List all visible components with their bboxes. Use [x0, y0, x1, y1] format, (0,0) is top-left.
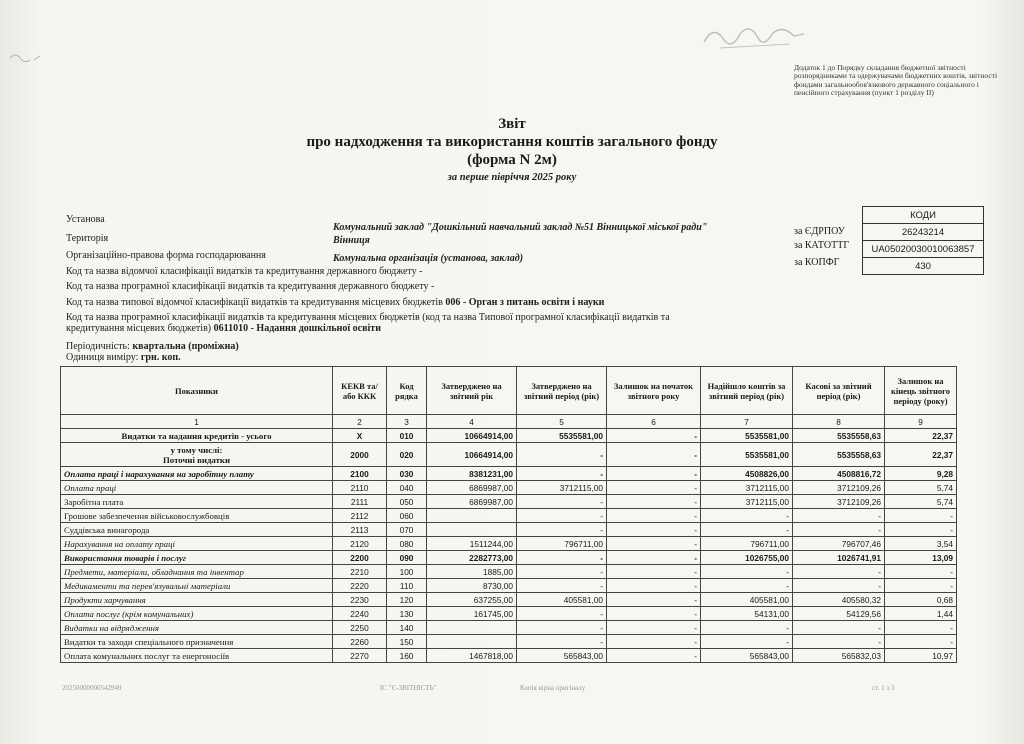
- amount-cell: 10664914,00: [427, 443, 517, 467]
- row-label: Видатки та надання кредитів - усього: [61, 429, 333, 443]
- amount-cell: 0,68: [885, 593, 957, 607]
- row-label: Використання товарів і послуг: [61, 551, 333, 565]
- legal-form-label: Організаційно-правова форма господарювання: [66, 250, 266, 261]
- column-header: Затверджено на звітний рік: [427, 367, 517, 415]
- amount-cell: 5535581,00: [517, 429, 607, 443]
- appendix-note: Додаток 1 до Порядку складання бюджетної звітності розпорядниками та одержувачами бюджетних коштів, звітності фондами загальнообов'язкового державного соціального і пенсійного страхування (пункт 1 розділу II): [794, 63, 998, 98]
- row-code-cell: 010: [387, 429, 427, 443]
- amount-cell: -: [517, 551, 607, 565]
- kekv-cell: 2111: [333, 495, 387, 509]
- amount-cell: -: [701, 621, 793, 635]
- report-period: за перше півріччя 2025 року: [447, 172, 577, 183]
- amount-cell: 8730,00: [427, 579, 517, 593]
- amount-cell: 3712109,26: [793, 495, 885, 509]
- territory-value: Вінниця: [333, 235, 370, 246]
- kekv-cell: 2250: [333, 621, 387, 635]
- amount-cell: -: [607, 621, 701, 635]
- footer-doc-id: 20250000000542949: [62, 684, 122, 692]
- amount-cell: -: [793, 579, 885, 593]
- amount-cell: 405581,00: [517, 593, 607, 607]
- row-label: Видатки на відрядження: [61, 621, 333, 635]
- amount-cell: 3712115,00: [701, 481, 793, 495]
- edrpou-label: за ЄДРПОУ: [794, 226, 845, 237]
- table-row: [61, 565, 957, 579]
- row-code-cell: 160: [387, 649, 427, 663]
- amount-cell: 54129,56: [793, 607, 885, 621]
- row-code-cell: 020: [387, 443, 427, 467]
- amount-cell: -: [793, 509, 885, 523]
- report-subtitle: про надходження та використання коштів загального фонду: [306, 134, 718, 150]
- row-label: Оплата праці: [61, 481, 333, 495]
- table-row: [61, 509, 957, 523]
- table-row: [61, 593, 957, 607]
- table-number-row: [61, 415, 957, 429]
- row-label: Предмети, матеріали, обладнання та інвентар: [61, 565, 333, 579]
- footer-copy-note: Копія вірна оригіналу: [520, 684, 586, 692]
- institution-value: Комунальний заклад "Дошкільний навчальний заклад №51 Вінницької міської ради": [333, 222, 708, 233]
- legal-form-value: Комунальна організація (установа, заклад): [333, 253, 524, 264]
- kekv-cell: X: [333, 429, 387, 443]
- row-code-cell: 070: [387, 523, 427, 537]
- amount-cell: 8381231,00: [427, 467, 517, 481]
- pencil-mark: [8, 48, 48, 68]
- katottg-code: UA05020030010063857: [863, 241, 984, 258]
- row-label: Видатки та заходи спеціального призначення: [61, 635, 333, 649]
- amount-cell: 5535581,00: [701, 443, 793, 467]
- territory-label: Територія: [66, 233, 109, 244]
- column-header: Касові за звітний період (рік): [793, 367, 885, 415]
- kopfg-code: 430: [863, 258, 984, 275]
- column-number: 2: [333, 415, 387, 429]
- row-label: Оплата комунальних послуг та енергоносіїв: [61, 649, 333, 663]
- amount-cell: 1885,00: [427, 565, 517, 579]
- column-header: Затверджено на звітний період (рік): [517, 367, 607, 415]
- amount-cell: -: [885, 523, 957, 537]
- amount-cell: 161745,00: [427, 607, 517, 621]
- amount-cell: -: [607, 443, 701, 467]
- column-number: 5: [517, 415, 607, 429]
- row-code-cell: 050: [387, 495, 427, 509]
- row-label: Заробітна плата: [61, 495, 333, 509]
- kekv-cell: 2112: [333, 509, 387, 523]
- amount-cell: 3712109,26: [793, 481, 885, 495]
- column-header: Залишок на кінець звітного періоду (року): [885, 367, 957, 415]
- katottg-label: за КАТОТТГ: [794, 240, 850, 251]
- typical-classification-prefix: Код та назва типової відомчої класифікації видатків та кредитування місцевих бюджетів: [66, 297, 446, 308]
- amount-cell: -: [793, 621, 885, 635]
- kekv-cell: 2113: [333, 523, 387, 537]
- table-row: [61, 537, 957, 551]
- table-row: [61, 551, 957, 565]
- column-header: Надійшло коштів за звітний період (рік): [701, 367, 793, 415]
- amount-cell: 1,44: [885, 607, 957, 621]
- unit-line: [66, 352, 181, 363]
- amount-cell: -: [607, 467, 701, 481]
- row-label: Медикаменти та перев'язувальні матеріали: [61, 579, 333, 593]
- amount-cell: 405581,00: [701, 593, 793, 607]
- amount-cell: 5535558,63: [793, 443, 885, 467]
- row-code-cell: 090: [387, 551, 427, 565]
- amount-cell: 5,74: [885, 495, 957, 509]
- amount-cell: -: [607, 565, 701, 579]
- amount-cell: 22,37: [885, 443, 957, 467]
- footer-system: ІС "Є-ЗВІТНІСТЬ": [380, 684, 437, 692]
- table-row: [61, 467, 957, 481]
- amount-cell: 22,37: [885, 429, 957, 443]
- report-title: Звіт: [498, 116, 526, 132]
- kekv-cell: 2100: [333, 467, 387, 481]
- column-header: КЕКВ та/або ККК: [333, 367, 387, 415]
- amount-cell: 1511244,00: [427, 537, 517, 551]
- amount-cell: -: [517, 607, 607, 621]
- local-classification-value: 0611010 - Надання дошкільної освіти: [213, 323, 381, 334]
- row-code-cell: 040: [387, 481, 427, 495]
- codes-table: [862, 206, 984, 275]
- row-code-cell: 130: [387, 607, 427, 621]
- row-label: Суддівська винагорода: [61, 523, 333, 537]
- amount-cell: -: [607, 481, 701, 495]
- amount-cell: 9,28: [885, 467, 957, 481]
- amount-cell: 6869987,00: [427, 481, 517, 495]
- row-label: Нарахування на оплату праці: [61, 537, 333, 551]
- report-form: (форма N 2м): [467, 152, 557, 168]
- table-row: [61, 429, 957, 443]
- table-body: [61, 429, 957, 663]
- prog-classification-line: Код та назва програмної класифікації видатків та кредитування державного бюджету -: [66, 281, 435, 292]
- amount-cell: -: [517, 635, 607, 649]
- kekv-cell: 2220: [333, 579, 387, 593]
- row-code-cell: 150: [387, 635, 427, 649]
- amount-cell: 54131,00: [701, 607, 793, 621]
- footer-page: ст. 1 з 3: [872, 684, 895, 692]
- row-code-cell: 080: [387, 537, 427, 551]
- amount-cell: -: [517, 523, 607, 537]
- table-row: [61, 607, 957, 621]
- table-row: [61, 649, 957, 663]
- handwritten-signature: [700, 22, 810, 54]
- amount-cell: 5,74: [885, 481, 957, 495]
- amount-cell: 13,09: [885, 551, 957, 565]
- amount-cell: -: [793, 523, 885, 537]
- table-header-row: [61, 367, 957, 415]
- row-code-cell: 060: [387, 509, 427, 523]
- amount-cell: -: [607, 429, 701, 443]
- table-row: [61, 523, 957, 537]
- amount-cell: 565843,00: [517, 649, 607, 663]
- local-classification-prefix: кредитування місцевих бюджетів): [66, 323, 214, 334]
- table-row: [61, 495, 957, 509]
- kekv-cell: 2270: [333, 649, 387, 663]
- column-header: Код рядка: [387, 367, 427, 415]
- amount-cell: -: [885, 621, 957, 635]
- amount-cell: 565843,00: [701, 649, 793, 663]
- row-label: Грошове забезпечення військовослужбовців: [61, 509, 333, 523]
- amount-cell: -: [701, 523, 793, 537]
- amount-cell: 5535581,00: [701, 429, 793, 443]
- amount-cell: -: [701, 579, 793, 593]
- kekv-cell: 2120: [333, 537, 387, 551]
- amount-cell: 5535558,63: [793, 429, 885, 443]
- amount-cell: -: [701, 565, 793, 579]
- kopfg-label: за КОПФГ: [794, 257, 840, 268]
- amount-cell: -: [793, 565, 885, 579]
- typical-classification-line: [66, 297, 604, 308]
- amount-cell: -: [885, 565, 957, 579]
- amount-cell: -: [607, 537, 701, 551]
- unit-value: грн. коп.: [140, 352, 181, 363]
- column-number: 6: [607, 415, 701, 429]
- amount-cell: 10664914,00: [427, 429, 517, 443]
- amount-cell: -: [607, 509, 701, 523]
- kekv-cell: 2260: [333, 635, 387, 649]
- amount-cell: 796707,46: [793, 537, 885, 551]
- amount-cell: 1026741,91: [793, 551, 885, 565]
- local-classification-line2: [66, 323, 381, 334]
- periodicity-label: Періодичність:: [66, 341, 133, 352]
- amount-cell: -: [517, 579, 607, 593]
- amount-cell: -: [885, 579, 957, 593]
- amount-cell: -: [607, 607, 701, 621]
- amount-cell: -: [517, 495, 607, 509]
- amount-cell: -: [607, 551, 701, 565]
- table-row: [61, 443, 957, 467]
- amount-cell: -: [607, 523, 701, 537]
- row-label: Оплата послуг (крім комунальних): [61, 607, 333, 621]
- column-number: 8: [793, 415, 885, 429]
- row-label: Продукти харчування: [61, 593, 333, 607]
- amount-cell: 796711,00: [701, 537, 793, 551]
- amount-cell: -: [701, 635, 793, 649]
- amount-cell: 4508816,72: [793, 467, 885, 481]
- amount-cell: 1026755,00: [701, 551, 793, 565]
- amount-cell: -: [607, 635, 701, 649]
- amount-cell: [427, 523, 517, 537]
- column-number: 3: [387, 415, 427, 429]
- amount-cell: -: [517, 621, 607, 635]
- amount-cell: 405580,32: [793, 593, 885, 607]
- amount-cell: -: [607, 593, 701, 607]
- kekv-cell: 2230: [333, 593, 387, 607]
- amount-cell: -: [607, 495, 701, 509]
- edrpou-code: 26243214: [863, 224, 984, 241]
- periodicity-line: [66, 341, 239, 352]
- amount-cell: -: [793, 635, 885, 649]
- column-number: 1: [61, 415, 333, 429]
- amount-cell: 3712115,00: [701, 495, 793, 509]
- amount-cell: 2282773,00: [427, 551, 517, 565]
- amount-cell: 1467818,00: [427, 649, 517, 663]
- amount-cell: -: [885, 635, 957, 649]
- dept-classification-line: Код та назва відомчої класифікації видатків та кредитування державного бюджету -: [66, 266, 423, 277]
- amount-cell: 637255,00: [427, 593, 517, 607]
- column-header: Залишок на початок звітного року: [607, 367, 701, 415]
- amount-cell: 796711,00: [517, 537, 607, 551]
- amount-cell: [427, 635, 517, 649]
- row-code-cell: 120: [387, 593, 427, 607]
- table-row: [61, 481, 957, 495]
- amount-cell: 565832,03: [793, 649, 885, 663]
- row-code-cell: 140: [387, 621, 427, 635]
- amount-cell: -: [701, 509, 793, 523]
- row-label: у тому числі: Поточні видатки: [61, 443, 333, 467]
- kekv-cell: 2200: [333, 551, 387, 565]
- column-number: 9: [885, 415, 957, 429]
- kekv-cell: 2110: [333, 481, 387, 495]
- amount-cell: -: [517, 565, 607, 579]
- amount-cell: -: [517, 443, 607, 467]
- kekv-cell: 2000: [333, 443, 387, 467]
- row-code-cell: 030: [387, 467, 427, 481]
- amount-cell: [427, 621, 517, 635]
- kekv-cell: 2210: [333, 565, 387, 579]
- column-number: 4: [427, 415, 517, 429]
- column-number: 7: [701, 415, 793, 429]
- amount-cell: -: [607, 579, 701, 593]
- amount-cell: 3712115,00: [517, 481, 607, 495]
- amount-cell: 3,54: [885, 537, 957, 551]
- amount-cell: -: [885, 509, 957, 523]
- typical-classification-value: 006 - Орган з питань освіти і науки: [445, 297, 605, 308]
- codes-header: КОДИ: [863, 207, 984, 224]
- amount-cell: -: [517, 509, 607, 523]
- amount-cell: -: [517, 467, 607, 481]
- unit-label: Одиниця виміру:: [66, 352, 141, 363]
- table-row: [61, 635, 957, 649]
- report-table: [60, 366, 957, 663]
- row-code-cell: 100: [387, 565, 427, 579]
- table-row: [61, 621, 957, 635]
- column-header: Показники: [61, 367, 333, 415]
- amount-cell: -: [607, 649, 701, 663]
- amount-cell: [427, 509, 517, 523]
- local-classification-line1: Код та назва програмної класифікації видатків та кредитування місцевих бюджетів (код та назва Типової програмної класифікації видатків та: [66, 312, 670, 323]
- periodicity-value: квартальна (проміжна): [132, 341, 239, 352]
- amount-cell: 4508826,00: [701, 467, 793, 481]
- amount-cell: 10,97: [885, 649, 957, 663]
- amount-cell: 6869987,00: [427, 495, 517, 509]
- institution-label: Установа: [66, 214, 105, 225]
- table-row: [61, 579, 957, 593]
- kekv-cell: 2240: [333, 607, 387, 621]
- row-label: Оплата праці і нарахування на заробітну плату: [61, 467, 333, 481]
- row-code-cell: 110: [387, 579, 427, 593]
